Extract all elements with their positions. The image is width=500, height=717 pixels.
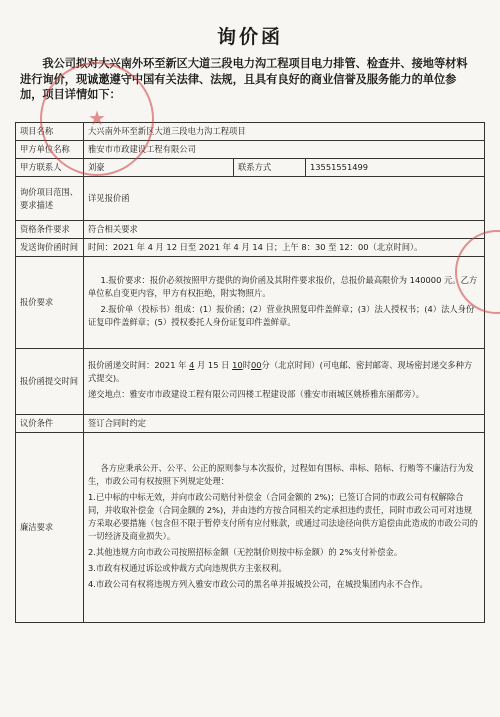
other-value: 签订合同时约定 [84,415,485,433]
table-row [16,349,485,415]
submit-label: 报价函提交时间 [16,349,84,415]
submit-hour-unit: 时 [242,360,251,370]
table-row [16,141,485,159]
buyer-label: 甲方单位名称 [16,141,84,159]
contact-method-value: 13551551499 [306,159,485,177]
table-row [16,239,485,257]
quote-item-1: 1.报价要求：报价必须按照甲方提供的询价函及其附件要求报价，总报价最高限价为 140000 元。乙方单位私自变更内容，甲方有权拒绝，附实物照片。 [88,274,478,298]
quote-content [84,257,485,349]
table-row [16,123,485,141]
table-row [16,433,485,623]
submit-day: 月 15 日 [197,360,230,370]
submit-time-prefix: 报价函递交时间：2021 年 [88,360,187,370]
submit-content [84,349,485,415]
submit-month: 4 [189,360,195,370]
quote-item-2: 2.报价单（投标书）组成：(1）报价函；(2）营业执照复印件盖鲜章；(3）法人授权书；(4）法人身份证复印件盖鲜章；(5）授权委托人身份证复印件盖鲜章。 [88,303,475,327]
integrity-item-4: 4.市政公司有权将违规方列入雅安市政公司的黑名单并报城投公司，在城投集团内永不合作。 [88,578,428,589]
submit-place: 递交地点：雅安市市政建设工程有限公司四楼工程建设部（雅安市雨城区姚桥雅东丽都旁）。 [88,389,425,399]
qualification-value: 符合相关要求 [84,221,485,239]
contact-label: 甲方联系人 [16,159,84,177]
table-row [16,177,485,221]
time-value: 时间：2021 年 4 月 12 日至 2021 年 4 月 14 日；上午 8：30 至 12：00（北京时间）。 [84,239,485,257]
seal-star-icon: ★ [88,106,106,130]
scope-label: 询价项目范围、要求描述 [16,177,84,221]
submit-hour: 10 [232,360,243,370]
contact-value: 刘豪 [84,159,234,177]
integrity-item-1: 1.已中标的中标无效，并向市政公司赔付补偿金（合同金额的 2%)；已签订合同的市政公司有权解除合同，并收取补偿金（合同金额的 2%)，并由违约方按合同相关约定承担违约责任，同时市政公司可对违规方采取必要措施（包含但不限于暂停支付所有应付账款，或通过司法途径向供方追偿由此造成的市政公司的一切经济及商业损失）。 [88,491,478,541]
submit-time [88,359,480,385]
project-name-value: 大兴南外环至新区大道三段电力沟工程项目 [84,123,485,141]
inquiry-table [15,122,485,623]
integrity-item-3: 3.市政有权通过诉讼或仲裁方式向违规供方主张权利。 [88,562,287,573]
buyer-value: 雅安市市政建设工程有限公司 [84,141,485,159]
other-label: 议价条件 [16,415,84,433]
time-label: 发送询价函时间 [16,239,84,257]
intro-text: 我公司拟对大兴南外环至新区大道三段电力沟工程项目电力排管、检查井、接地等材料进行询价，现诚邀遵守中国有关法律、法规，且具有良好的商业信誉及服务能力的单位参加，项目详情如下： [20,57,468,101]
project-name-label: 项目名称 [16,123,84,141]
table-row [16,257,485,349]
quote-label: 报价要求 [16,257,84,349]
contact-method-label: 联系方式 [234,159,306,177]
integrity-item-2: 2.其他违规方向市政公司按照招标金额（无控制价则按中标金额）的 2%支付补偿金。 [88,546,403,557]
scope-value: 详见报价函 [84,177,485,221]
intro-paragraph [20,56,478,103]
table-row [16,221,485,239]
submit-minute: 00 [250,360,262,370]
integrity-content [84,433,485,623]
submit-time-suffix: 分（北京时间）(可电邮、密封邮寄、现场密封递交多种方式提交)。 [88,360,473,383]
table-row [16,415,485,433]
qualification-label: 资格条件要求 [16,221,84,239]
integrity-label: 廉洁要求 [16,433,84,623]
page-title: 询价函 [216,26,283,48]
table-row [16,159,485,177]
integrity-intro: 各方应秉承公开、公平、公正的原则参与本次报价，过程如有围标、串标、陪标、行贿等不廉洁行为发生，市政公司有权按照下列规定处理： [88,462,474,486]
